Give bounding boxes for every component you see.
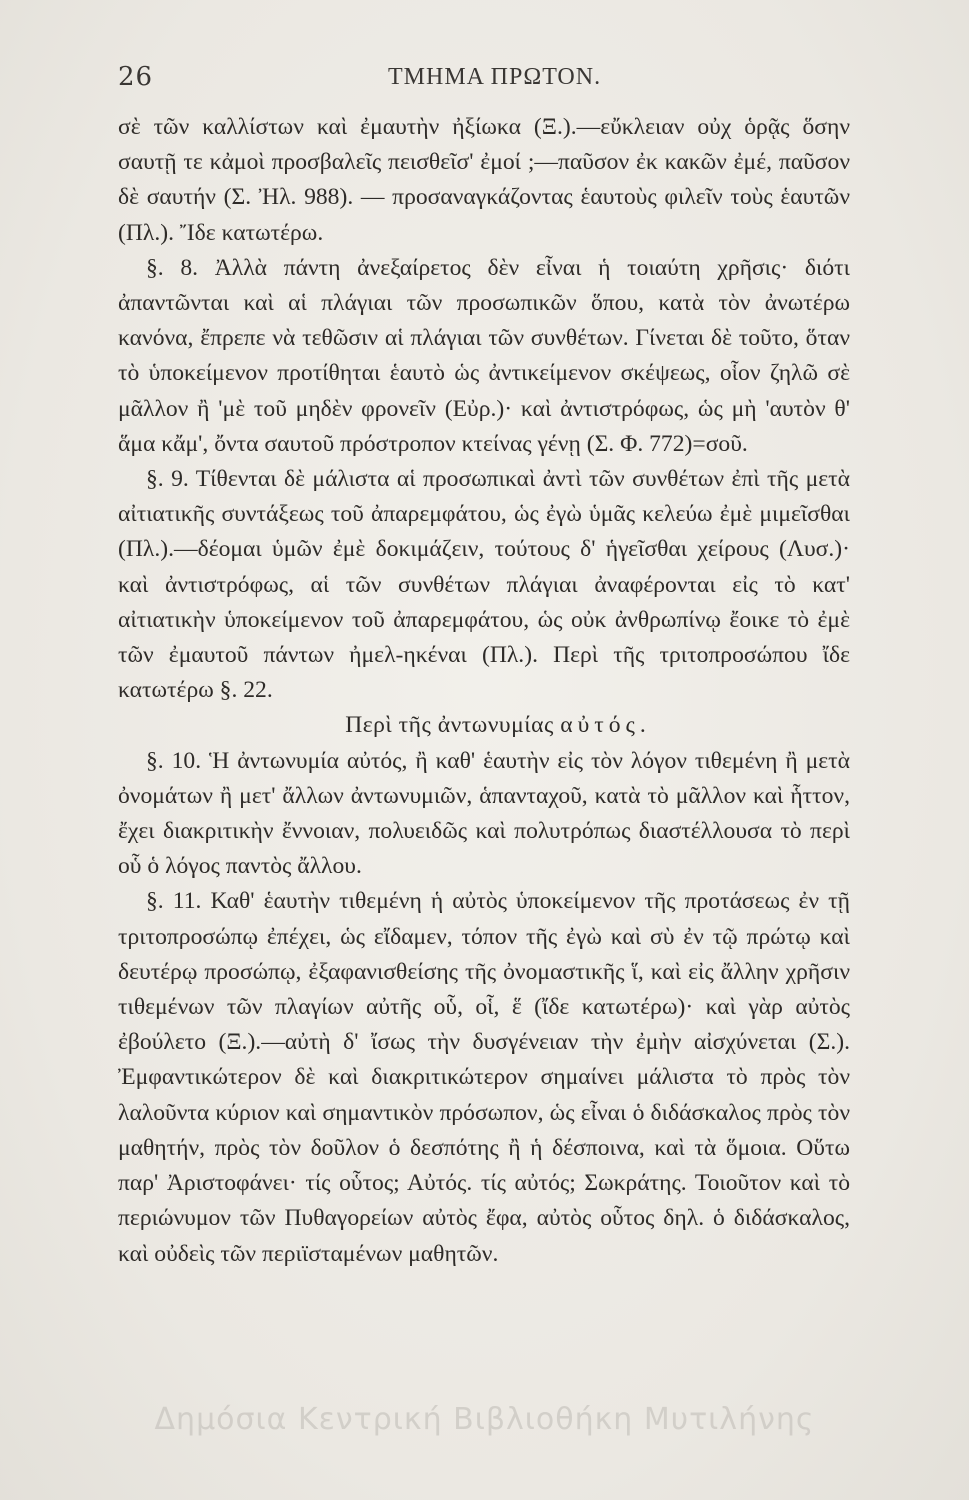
- running-head: ΤΜΗΜΑ ΠΡΩΤΟΝ.: [388, 64, 602, 90]
- section-heading: [118, 708, 850, 743]
- paragraph-section-8: §. 8. Ἀλλὰ πάντη ἀνεξαίρετος δὲν εἶναι ἡ τοιαύτη χρῆσις· διότι ἀπαντῶνται καὶ αἱ πλάγιαι τῶν προσωπικῶν ὅπου, κατὰ τὸν ἀνωτέρω κανόνα, ἔπρεπε νὰ τεθῶσιν αἱ πλάγιαι τῶν συνθέτων. Γίνεται δὲ τοῦτο, ὅταν τὸ ὑποκείμενον προτίθηται ἑαυτὸ ὡς ἀντικείμενον σκέψεως, οἷον ζηλῶ σὲ μᾶλλον ἢ 'μὲ τοῦ μηδὲν φρονεῖν (Εὐρ.)· καὶ ἀντιστρόφως, ὡς μὴ 'αυτὸν θ' ἅμα κἄμ', ὄντα σαυτοῦ πρόστροπον κτείνας γένῃ (Σ. Φ. 772)=σοῦ.: [118, 254, 850, 457]
- paragraph-section-10: §. 10. Ἡ ἀντωνυμία αὐτός, ἢ καθ' ἑαυτὴν εἰς τὸν λόγον τιθεμένη ἢ μετὰ ὀνομάτων ἢ μετ' ἄλλων ἀντωνυμιῶν, ἁπανταχοῦ, κατὰ τὸ μᾶλλον καὶ ἧττον, ἔχει διακριτικὴν ἔννοιαν, πολυειδῶς καὶ πολυτρόπως διαστέλλουσα τὸ περὶ οὗ ὁ λόγος παντὸς ἄλλου.: [118, 747, 850, 880]
- page-number: 26: [118, 62, 154, 92]
- section-heading-text: Περὶ τῆς ἀντωνυμίας: [345, 712, 554, 739]
- paragraph-section-9: §. 9. Τίθενται δὲ μάλιστα αἱ προσωπικαὶ ἀντὶ τῶν συνθέτων ἐπὶ τῆς μετὰ αἰτιατικῆς συντάξεως τοῦ ἀπαρεμφάτου, ὡς ἐγὼ ὑμᾶς κελεύω ἐμὲ μιμεῖσθαι (Πλ.).—δέομαι ὑμῶν ἐμὲ δοκιμάζειν, τούτους δ' ἡγεῖσθαι χείρους (Λυσ.)· καὶ ἀντιστρόφως, αἱ τῶν συνθέτων πλάγιαι ἀναφέρονται εἰς τὸ κατ' αἰτιατικὴν ὑποκείμενον τοῦ ἀπαρεμφάτου, ὡς οὐκ ἀνθρωπίνῳ ἔοικε τὸ ἐμὲ τῶν ἐμαυτοῦ πάντων ἠμελ-ηκέναι (Πλ.). Περὶ τῆς τριτοπροσώπου ἴδε κατωτέρω §. 22.: [118, 466, 850, 704]
- section-heading-keyword: αὐτός.: [560, 712, 651, 739]
- page-header: [118, 62, 844, 102]
- paragraph-section-11: §. 11. Καθ' ἑαυτὴν τιθεμένη ἡ αὐτὸς ὑποκείμενον τῆς προτάσεως ἐν τῇ τριτοπροσώπῳ ἐπέχει, ὡς εἴδαμεν, τόπον τῆς ἐγὼ καὶ σὺ ἐν τῷ πρώτῳ καὶ δευτέρῳ προσώπῳ, ἐξαφανισθείσης τῆς ὀνομαστικῆς ἵ, καὶ εἰς ἄλλην χρῆσιν τιθεμένων τῶν πλαγίων αὐτῆς οὗ, οἷ, ἕ (ἴδε κατωτέρω)· καὶ γὰρ αὐτὸς ἐβούλετο (Ξ.).—αὐτὴ δ' ἴσως τὴν δυσγένειαν τὴν ἐμὴν αἰσχύνεται (Σ.). Ἐμφαντικώτερον δὲ καὶ διακριτικώτερον σημαίνει μάλιστα τὸ πρὸς τὸν λαλοῦντα κύριον καὶ σημαντικὸν πρόσωπον, ὡς εἶναι ὁ διδάσκαλος πρὸς τὸν μαθητήν, πρὸς τὸν δοῦλον ὁ δεσπότης ἢ ἡ δέσποινα, καὶ τὰ ὅμοια. Οὕτω παρ' Ἀριστοφάνει· τίς οὗτος; Αὐτός. τίς αὐτός; Σωκράτης. Τοιοῦτον καὶ τὸ περιώνυμον τῶν Πυθαγορείων αὐτὸς ἔφα, αὐτὸς οὗτος δηλ. ὁ διδάσκαλος, καὶ οὐδεὶς τῶν περιϊσταμένων μαθητῶν.: [118, 888, 850, 1267]
- library-watermark: Δημόσια Κεντρική Βιβλιοθήκη Μυτιλήνης: [154, 1402, 815, 1437]
- body-text: [118, 110, 850, 1272]
- paragraph-continuation: σὲ τῶν καλλίστων καὶ ἐμαυτὴν ἠξίωκα (Ξ.).—εὔκλειαν οὐχ ὁρᾷς ὅσην σαυτῇ τε κἀμοὶ προσβαλεῖς πεισθεῖσ' ἐμοί ;—παῦσον ἐκ κακῶν ἐμέ, παῦσον δὲ σαυτήν (Σ. Ἠλ. 988). — προσαναγκάζοντας ἑαυτοὺς φιλεῖν τοὺς ἑαυτῶν (Πλ.). Ἴδε κατωτέρω.: [118, 114, 850, 246]
